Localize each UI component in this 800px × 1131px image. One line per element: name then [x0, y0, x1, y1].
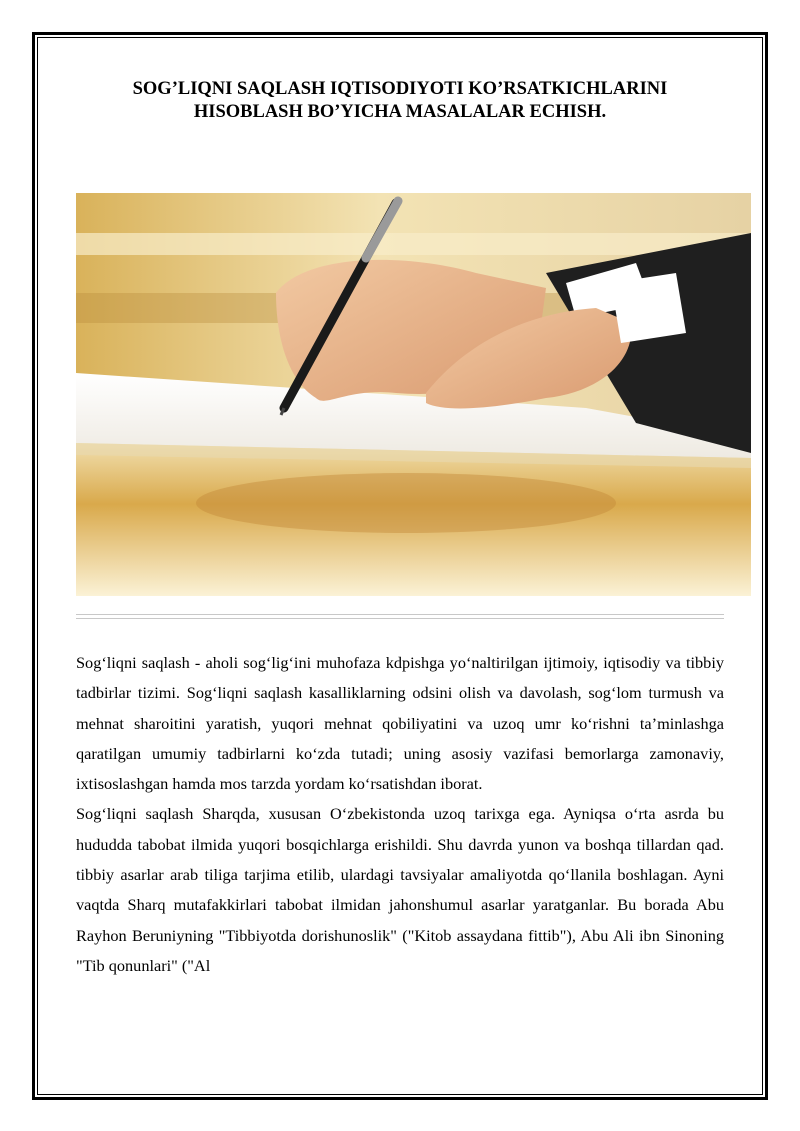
paragraph: Sog‘liqni saqlash Sharqda, xususan O‘zbekistonda uzoq tarixga ega. Ayniqsa o‘rta asrda bu hududda tabobat ilmida yuqori bosqichlarga erishildi. Shu davrda yunon va boshqa tillardan qad. tibbiy asarlar arab tiliga tarjima etilib, ulardagi tavsiyalar amaliyotda qo‘llanila boshlagan. Ayni vaqtda Sharq mutafakkirlari tabobat ilmidan jahonshumul asarlar yaratganlar. Bu borada Abu Rayhon Beruniyning "Tibbiyotda dorishunoslik" ("Kitob assaydana fittib"), Abu Ali ibn Sinoning "Tib qonunlari" ("Al [76, 804, 724, 975]
body-text [76, 648, 724, 981]
hand-writing-photo [76, 193, 751, 596]
title-line-2: HISOBLASH BO’YICHA MASALALAR ECHISH. [193, 102, 607, 122]
document-title [60, 78, 740, 124]
paragraph: Sog‘liqni saqlash - aholi sog‘lig‘ini muhofaza kdpishga yo‘naltirilgan ijtimoiy, iqtisodiy va tibbiy tadbirlar tizimi. Sog‘liqni saqlash kasalliklarning odsini olish va davolash, sog‘lom turmush va mehnat sharoitini yaratish, yuqori mehnat qobiliyatini va uzoq umr ko‘rishni ta’minlashga qaratilgan umumiy tadbirlarni ko‘zda tutadi; uning asosiy vazifasi bemorlarga zamonaviy, ixtisoslashgan hamda mos tarzda yordam ko‘rsatishdan iborat. [76, 653, 724, 794]
title-line-1: SOG’LIQNI SAQLASH IQTISODIYOTI KO’RSATKICHLARINI [132, 79, 668, 99]
horizontal-divider [76, 614, 724, 619]
